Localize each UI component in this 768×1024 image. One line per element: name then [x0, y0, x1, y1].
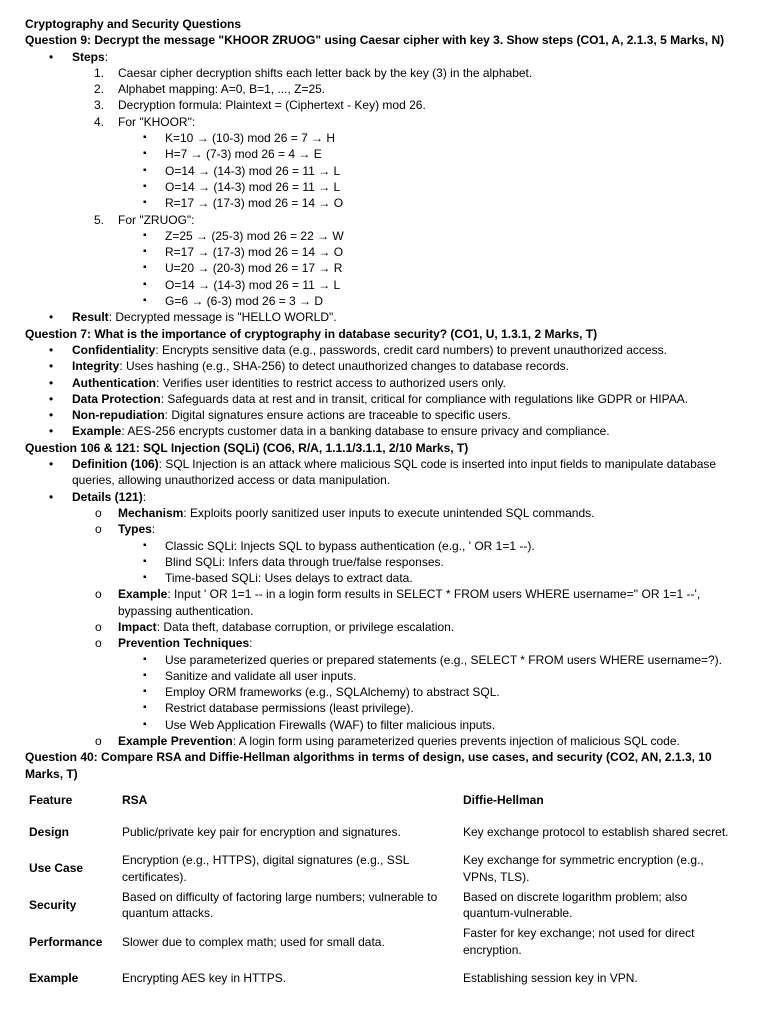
type-item: ▪ Classic SQLi: Injects SQL to bypass authentication (e.g., ' OR 1=1 --). — [143, 538, 535, 553]
khoor-item: ▪ K=10 → (10-3) mod 26 = 7 → H — [143, 131, 336, 146]
impact-item: o Impact: Data theft, database corruption, or privilege escalation. — [95, 619, 455, 634]
q9-steps-item: • Steps: — [49, 49, 109, 64]
q106-details-list-2 — [25, 586, 748, 651]
q7-heading: Question 7: What is the importance of cryptography in database security? (CO1, U, 1.3.1, 2 Marks, T) — [25, 326, 598, 341]
zruog-item: ▪ U=20 → (20-3) mod 26 = 17 → R — [143, 261, 343, 276]
q7-item: • Non-repudiation: Digital signatures ensure actions are traceable to specific users. — [49, 408, 511, 423]
table-row: Example Encrypting AES key in HTTPS. Establishing session key in VPN. — [29, 970, 638, 985]
q9-steps-list-cont — [25, 212, 748, 228]
q7-item: • Authentication: Verifies user identities to restrict access to authorized users only. — [49, 375, 506, 390]
zruog-item: ▪ R=17 → (17-3) mod 26 = 14 → O — [143, 245, 344, 260]
q9-list — [25, 49, 748, 65]
table-row: Use Case Encryption (e.g., HTTPS), digital signatures (e.g., SSL certificates). Key exchange for symmetric encryption (e.g., VPNs, TLS). — [29, 853, 704, 884]
q9-result: • Result: Decrypted message is "HELLO WORLD". — [49, 310, 337, 325]
q7-item: • Example: AES-256 encrypts customer data in a banking database to ensure privacy and compliance. — [49, 424, 610, 439]
step-1: 1. Caesar cipher decryption shifts each letter back by the key (3) in the alphabet. — [94, 65, 533, 80]
q7-item: • Confidentiality: Encrypts sensitive data (e.g., passwords, credit card numbers) to prevent unauthorized access. — [49, 342, 667, 357]
step-4: 4. For "KHOOR": — [94, 114, 196, 129]
q106-heading: Question 106 & 121: SQL Injection (SQLi) (CO6, R/A, 1.1.1/3.1.1, 2/10 Marks, T) — [25, 440, 469, 455]
khoor-item: ▪ R=17 → (17-3) mod 26 = 14 → O — [143, 196, 344, 211]
comparison-table — [25, 790, 737, 996]
q106-definition: • Definition (106): SQL Injection is an attack where malicious SQL code is inserted into input fields to manipulate database queries, allowing unauthorized access or data manipulation. — [49, 457, 717, 488]
types-list — [25, 538, 748, 587]
document-title: Cryptography and Security Questions — [25, 17, 242, 31]
prevention-technique: ▪ Restrict database permissions (least privilege). — [143, 701, 414, 716]
q7-list — [25, 342, 748, 440]
prevention-list — [25, 652, 748, 733]
step-5: 5. For "ZRUOG": — [94, 212, 195, 227]
q106-details: • Details (121): — [49, 489, 147, 504]
header-cell: RSA — [122, 792, 148, 807]
khoor-item: ▪ O=14 → (14-3) mod 26 = 11 → L — [143, 163, 341, 178]
table-header-row — [25, 790, 737, 814]
type-item: ▪ Blind SQLi: Infers data through true/false responses. — [143, 554, 444, 569]
zruog-item: ▪ G=6 → (6-3) mod 26 = 3 → D — [143, 294, 324, 309]
prevention-item: o Prevention Techniques: — [95, 636, 253, 651]
q40-heading: Question 40: Compare RSA and Diffie-Hellman algorithms in terms of design, use cases, and security (CO2, AN, 2.1.3, 10 Marks, T) — [25, 750, 712, 781]
q7-item: • Integrity: Uses hashing (e.g., SHA-256) to detect unauthorized changes to database records. — [49, 359, 569, 374]
q9-heading: Question 9: Decrypt the message "KHOOR ZRUOG" using Caesar cipher with key 3. Show steps (CO1, A, 2.1.3, 5 Marks, N) — [25, 33, 725, 48]
bullet-marker: • — [49, 49, 54, 64]
q9-result-list — [25, 309, 748, 325]
q7-item: • Data Protection: Safeguards data at rest and in transit, critical for compliance with regulations like GDPR or HIPAA. — [49, 391, 689, 406]
table-row: Design Public/private key pair for encryption and signatures. Key exchange protocol to establish shared secret. — [29, 825, 729, 840]
prevention-technique: ▪ Employ ORM frameworks (e.g., SQLAlchemy) to abstract SQL. — [143, 685, 500, 700]
prevention-technique: ▪ Use parameterized queries or prepared statements (e.g., SELECT * FROM users WHERE username=?). — [143, 652, 722, 667]
q106-details-list — [25, 505, 748, 538]
khoor-item: ▪ O=14 → (14-3) mod 26 = 11 → L — [143, 179, 341, 194]
khoor-item: ▪ H=7 → (7-3) mod 26 = 4 → E — [143, 147, 322, 162]
q106-list — [25, 456, 748, 505]
step-3: 3. Decryption formula: Plaintext = (Ciphertext - Key) mod 26. — [94, 98, 426, 113]
header-cell: Feature — [29, 792, 73, 807]
types-item: o Types: — [95, 522, 156, 537]
q106-details-list-3 — [25, 733, 748, 749]
mechanism-item: o Mechanism: Exploits poorly sanitized user inputs to execute unintended SQL commands. — [95, 505, 595, 520]
q9-steps-list — [25, 65, 748, 130]
steps-label: Steps — [72, 49, 105, 64]
prevention-technique: ▪ Sanitize and validate all user inputs. — [143, 668, 357, 683]
khoor-list — [25, 130, 748, 211]
prevention-technique: ▪ Use Web Application Firewalls (WAF) to filter malicious inputs. — [143, 717, 496, 732]
type-item: ▪ Time-based SQLi: Uses delays to extract data. — [143, 571, 413, 586]
header-cell: Diffie-Hellman — [463, 792, 544, 807]
example-item: o Example: Input ' OR 1=1 -- in a login form results in SELECT * FROM users WHERE username='' OR 1=1 --', bypassing authentication. — [95, 587, 701, 618]
zruog-item: ▪ O=14 → (14-3) mod 26 = 11 → L — [143, 277, 341, 292]
step-2: 2. Alphabet mapping: A=0, B=1, ..., Z=25. — [94, 82, 326, 97]
table-row: Security Based on difficulty of factoring large numbers; vulnerable to quantum attacks. Based on discrete logarithm problem; also quantum-vulnerable. — [29, 889, 688, 921]
table-row: Performance Slower due to complex math; used for small data. Faster for key exchange; not used for direct encryption. — [29, 926, 695, 957]
zruog-item: ▪ Z=25 → (25-3) mod 26 = 22 → W — [143, 228, 344, 243]
zruog-list — [25, 228, 748, 309]
example-prevention-item: o Example Prevention: A login form using parameterized queries prevents injection of malicious SQL code. — [95, 734, 680, 749]
